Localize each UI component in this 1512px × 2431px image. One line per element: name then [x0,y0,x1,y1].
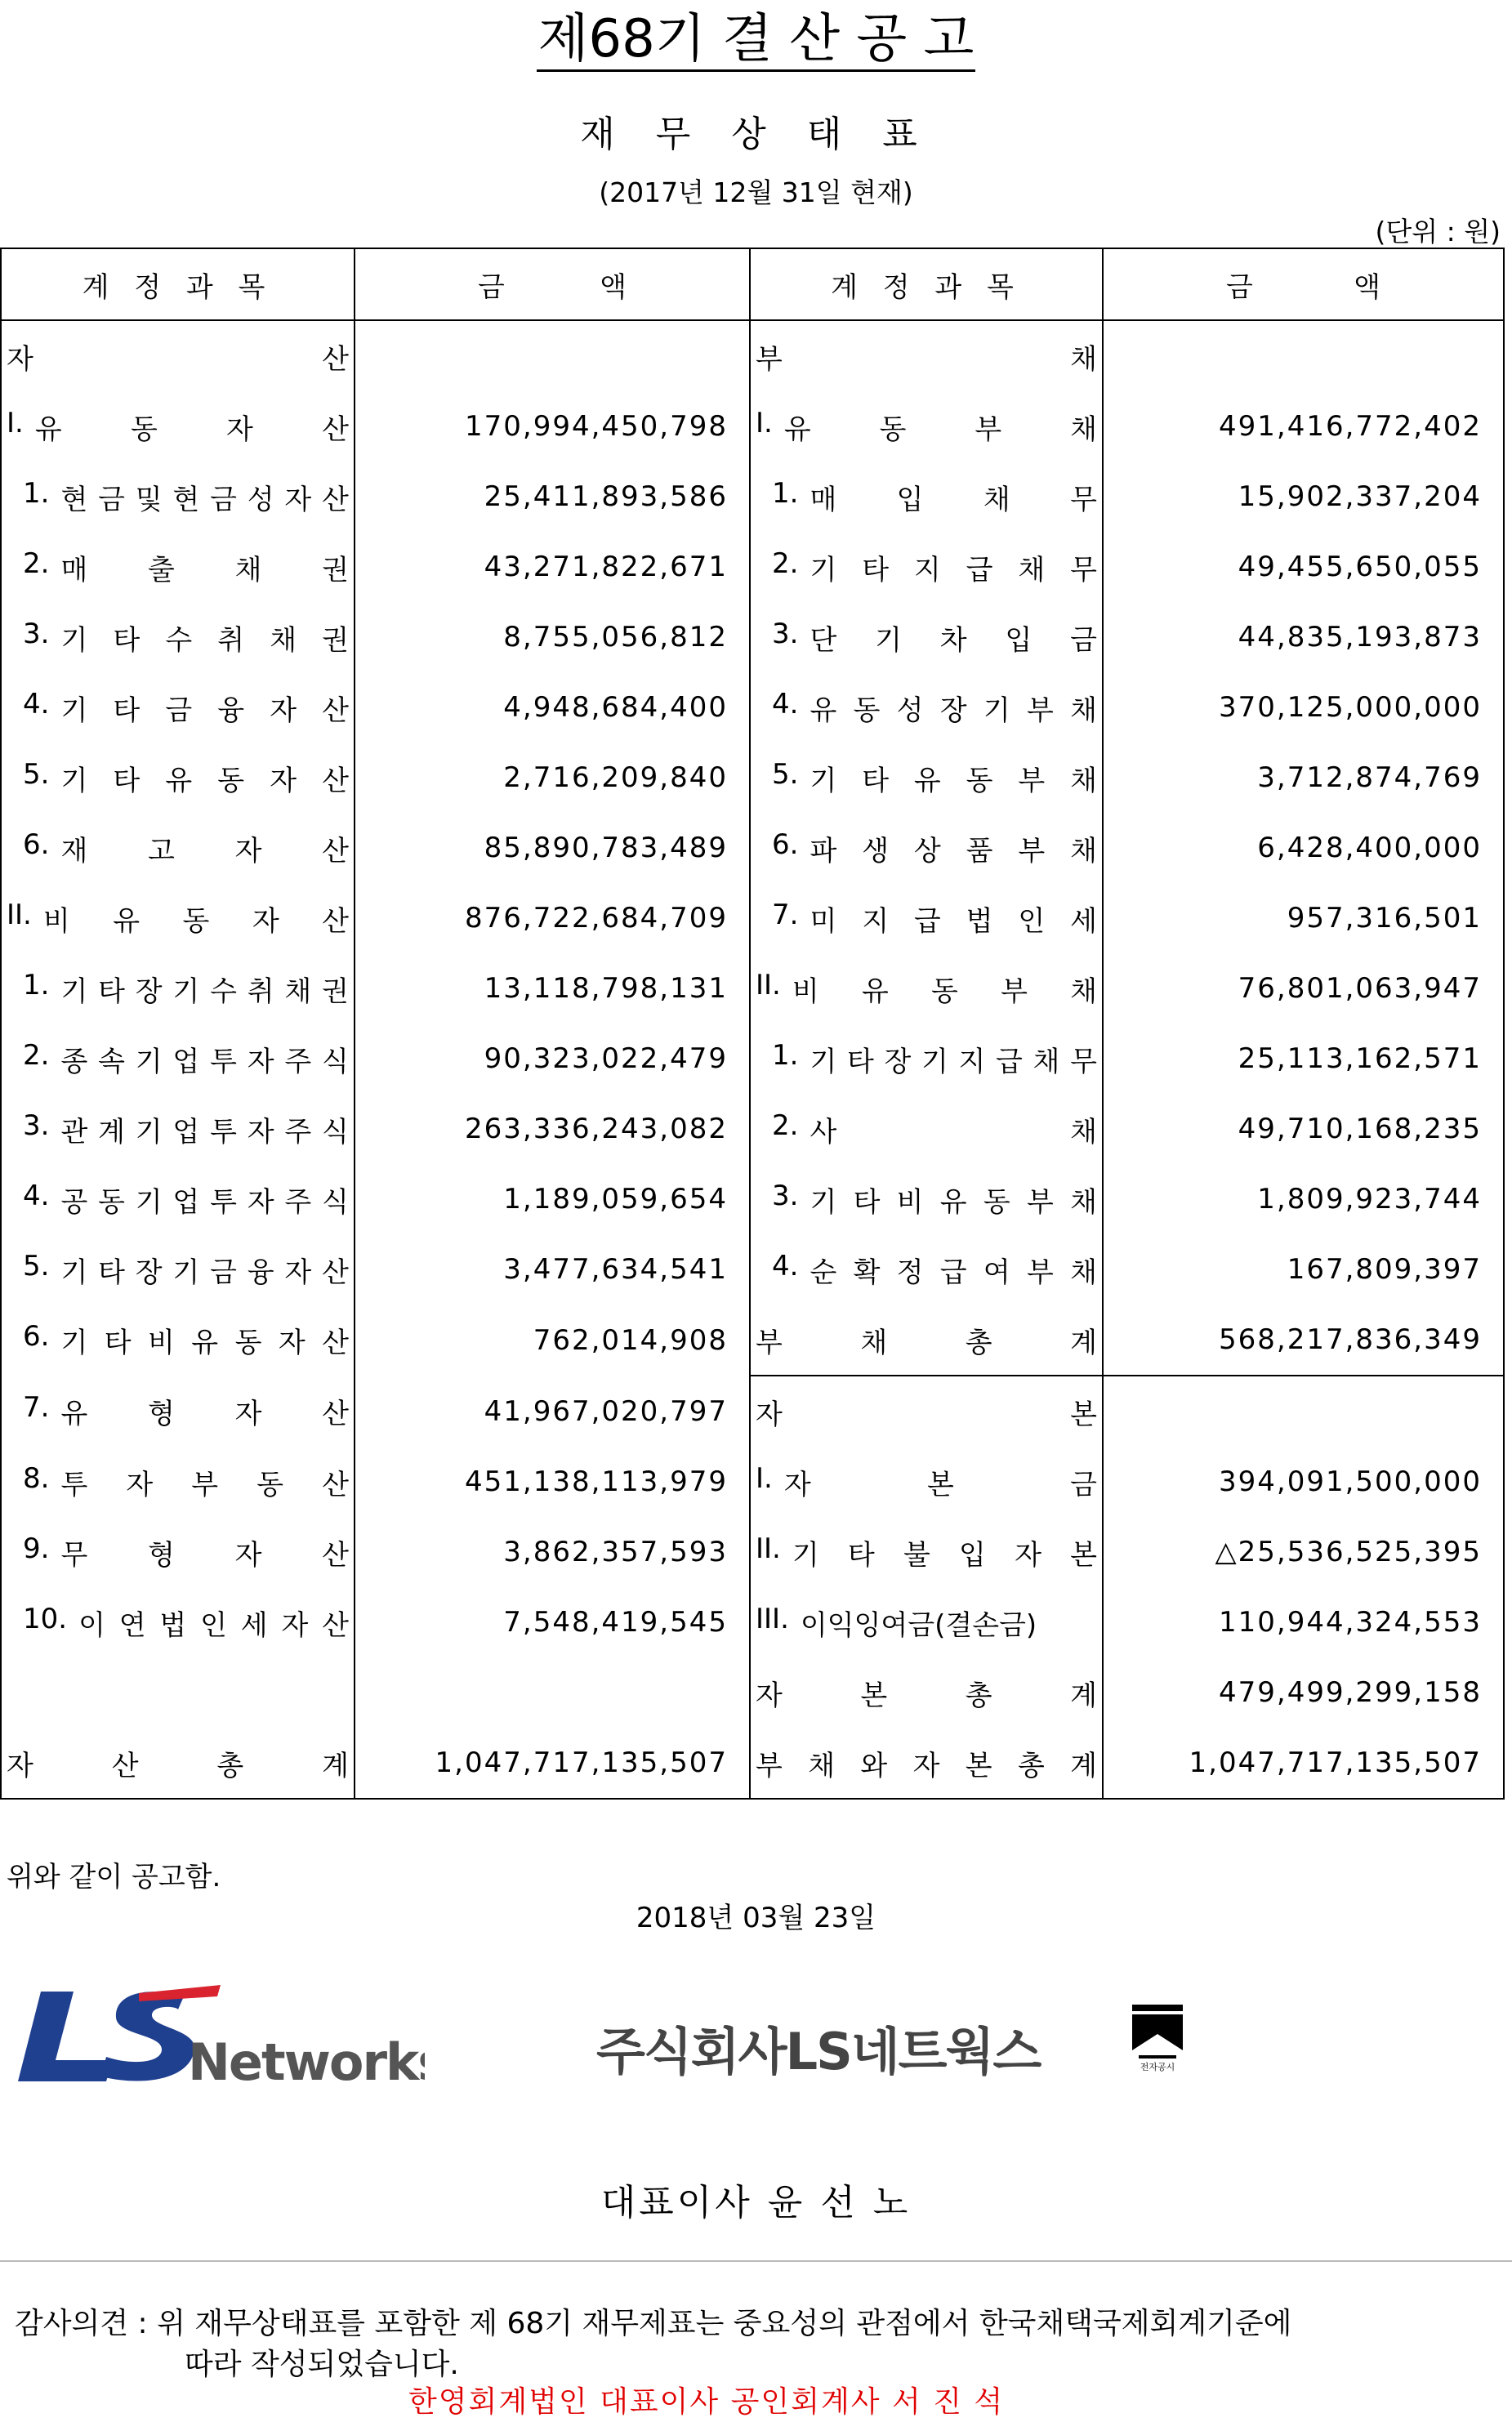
col-header-left-account: 계 정 과 목 [1,248,355,320]
table-row [1,743,1504,813]
right-account-label: 7. 미 지 급 법 인 세 [750,883,1103,953]
statement-date: (2017년 12월 31일 현재) [599,176,913,208]
left-amount: 3,477,634,541 [355,1234,750,1305]
audit-label: 감사의견 : [15,2307,148,2340]
table-row [1,602,1504,672]
right-amount: 568,217,836,349 [1218,1323,1482,1356]
right-account-label: I. 유 동 부 채 [750,391,1103,462]
left-amount: 1,047,717,135,507 [355,1728,750,1799]
table-row [1,391,1504,462]
left-account-label: 10. 이 연 법 인 세 자 산 [1,1587,355,1657]
table-row [1,532,1504,602]
left-account-label: 5. 기 타 장 기 금 융 자 산 [1,1234,355,1305]
left-account-label: 2. 매 출 채 권 [1,532,355,602]
right-account-label: 부 채 총 계 [750,1305,1103,1376]
table-row [1,813,1504,883]
audit-opinion [15,2304,1501,2385]
left-account-label: 3. 관 계 기 업 투 자 주 식 [1,1094,355,1164]
company-name-kr: 주식회사LS네트웍스 [596,2022,1041,2081]
table-row [1,1024,1504,1094]
right-amount: 394,091,500,000 [1218,1465,1482,1498]
col-header-right-amount: 금 액 [1103,248,1504,320]
right-account-label: I. 자 본 금 [750,1447,1103,1517]
left-amount: 7,548,419,545 [355,1587,750,1657]
table-row [1,1305,1504,1376]
left-account-label [1,1657,355,1728]
right-account-label: 4. 유 동 성 장 기 부 채 [750,672,1103,743]
right-account-label: II. 비 유 동 부 채 [750,953,1103,1024]
table-row [1,1094,1504,1164]
right-amount: 957,316,501 [1287,902,1482,934]
left-amount: 263,336,243,082 [355,1094,750,1164]
right-account-label: 자 본 총 계 [750,1657,1103,1728]
notice-text: 위와 같이 공고함. [7,1861,221,1894]
left-account-label: 5. 기 타 유 동 자 산 [1,743,355,813]
right-amount [1103,320,1504,391]
right-account-label: III. 이익잉여금(결손금) [750,1587,1103,1657]
left-account-label: 1. 현 금 및 현 금 성 자 산 [1,462,355,532]
left-account-label: II. 비 유 동 자 산 [1,883,355,953]
right-account-label: 부 채 [750,320,1103,391]
table-row [1,1657,1504,1728]
right-amount: 44,835,193,873 [1238,621,1482,653]
table-row [1,1376,1504,1447]
right-amount: △25,536,525,395 [1215,1536,1482,1568]
right-account-label: II. 기 타 불 입 자 본 [750,1517,1103,1587]
left-amount: 25,411,893,586 [355,462,750,532]
auditor-name: 한영회계법인 대표이사 공인회계사 서 진 석 [408,2385,1005,2419]
right-account-label: 1. 기 타 장 기 지 급 채 무 [750,1024,1103,1094]
left-account-label: 4. 공 동 기 업 투 자 주 식 [1,1164,355,1234]
left-account-label: 8. 투 자 부 동 산 [1,1447,355,1517]
left-amount: 1,189,059,654 [355,1164,750,1234]
right-amount: 3,712,874,769 [1257,761,1482,794]
left-amount [355,320,750,391]
table-row [1,672,1504,743]
table-row [1,1587,1504,1657]
right-amount: 491,416,772,402 [1218,410,1482,443]
left-amount: 90,323,022,479 [355,1024,750,1094]
left-account-label: 2. 종 속 기 업 투 자 주 식 [1,1024,355,1094]
ls-networks-logo [16,1985,425,2086]
statement-title: 재 무 상 태 표 [580,114,932,155]
left-account-label: 9. 무 형 자 산 [1,1517,355,1587]
left-account-label: 4. 기 타 금 융 자 산 [1,672,355,743]
right-account-label: 4. 순 확 정 급 여 부 채 [750,1234,1103,1305]
table-row [1,1164,1504,1234]
audit-line-1 [15,2304,1501,2344]
left-account-label: 6. 기 타 비 유 동 자 산 [1,1305,355,1376]
table-row [1,1517,1504,1587]
right-amount: 370,125,000,000 [1218,691,1482,724]
right-account-label: 1. 매 입 채 무 [750,462,1103,532]
right-amount: 479,499,299,158 [1218,1676,1482,1709]
svg-text:Networks: Networks [188,2032,425,2083]
left-account-label: I. 유 동 자 산 [1,391,355,462]
right-amount: 76,801,063,947 [1238,972,1482,1005]
right-account-label: 2. 기 타 지 급 채 무 [750,532,1103,602]
left-amount: 4,948,684,400 [355,672,750,743]
left-amount [355,1657,750,1728]
left-account-label: 6. 재 고 자 산 [1,813,355,883]
table-row [1,1728,1504,1799]
left-account-label: 자 산 총 계 [1,1728,355,1799]
right-amount: 49,710,168,235 [1238,1113,1482,1145]
right-account-label: 2. 사 채 [750,1094,1103,1164]
left-amount: 451,138,113,979 [355,1447,750,1517]
col-header-left-amount: 금 액 [355,248,750,320]
right-account-label: 3. 단 기 차 입 금 [750,602,1103,672]
left-account-label: 7. 유 형 자 산 [1,1376,355,1447]
right-account-label: 3. 기 타 비 유 동 부 채 [750,1164,1103,1234]
right-amount: 15,902,337,204 [1238,480,1482,513]
right-account-label: 6. 파 생 상 품 부 채 [750,813,1103,883]
audit-line-2: 따라 작성되었습니다. [185,2348,459,2381]
left-amount: 170,994,450,798 [355,391,750,462]
table-row [1,1234,1504,1305]
left-amount: 85,890,783,489 [355,813,750,883]
company-seal-icon [1127,2003,1188,2073]
left-amount: 41,967,020,797 [355,1376,750,1447]
right-amount: 167,809,397 [1287,1253,1482,1286]
divider [0,2260,1512,2262]
right-amount: 110,944,324,553 [1218,1606,1482,1639]
table-row [1,1447,1504,1517]
table-row [1,462,1504,532]
left-amount: 13,118,798,131 [355,953,750,1024]
publish-date: 2018년 03월 23일 [636,1902,876,1934]
ceo-signature: 대표이사 윤 선 노 [600,2182,912,2224]
right-amount [1103,1376,1504,1447]
right-amount: 1,047,717,135,507 [1189,1746,1482,1779]
left-account-label: 자 산 [1,320,355,391]
left-amount: 876,722,684,709 [355,883,750,953]
table-row [1,320,1504,391]
right-amount: 1,809,923,744 [1257,1183,1482,1216]
left-amount: 762,014,908 [355,1305,750,1376]
right-account-label: 자 본 [750,1376,1103,1447]
balance-sheet-table [0,248,1505,1800]
table-row [1,883,1504,953]
right-amount: 49,455,650,055 [1238,551,1482,583]
notice-title: 제68기 결 산 공 고 [0,2,1512,77]
audit-text-1: 위 재무상태표를 포함한 제 68기 재무제표는 중요성의 관점에서 한국채택국제회계기준에 [157,2307,1292,2340]
right-amount: 6,428,400,000 [1257,832,1482,864]
unit-label: (단위 : 원) [1375,216,1501,248]
left-account-label: 1. 기 타 장 기 수 취 채 권 [1,953,355,1024]
left-amount: 2,716,209,840 [355,743,750,813]
left-amount: 8,755,056,812 [355,602,750,672]
left-account-label: 3. 기 타 수 취 채 권 [1,602,355,672]
left-amount: 43,271,822,671 [355,532,750,602]
col-header-right-account: 계 정 과 목 [750,248,1103,320]
left-amount: 3,862,357,593 [355,1517,750,1587]
right-amount: 25,113,162,571 [1238,1042,1482,1075]
svg-text:전자공시: 전자공시 [1140,2062,1175,2072]
right-account-label: 5. 기 타 유 동 부 채 [750,743,1103,813]
table-row [1,953,1504,1024]
right-account-label: 부 채 와 자 본 총 계 [750,1728,1103,1799]
table-header-row [1,248,1504,320]
